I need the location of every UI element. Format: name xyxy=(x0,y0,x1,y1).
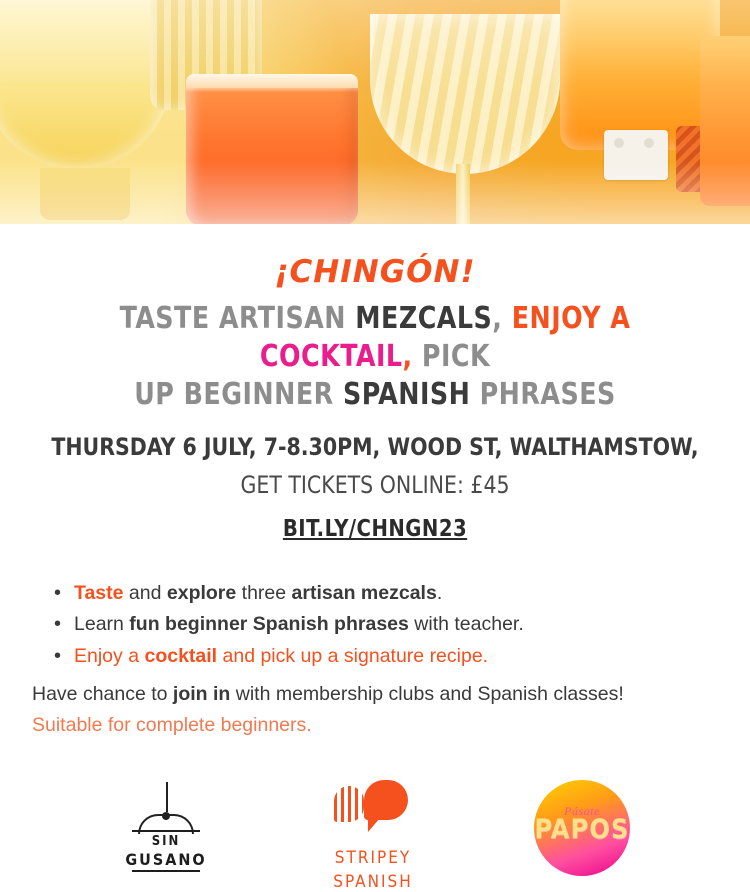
speech-bubbles-icon xyxy=(330,780,416,840)
speech-bubble-solid-icon xyxy=(364,780,408,820)
closing-notes xyxy=(32,679,732,742)
bullet-1-part-4: three xyxy=(236,581,292,604)
subheadline-part-10: PHRASES xyxy=(470,376,616,412)
poster-content xyxy=(0,254,750,892)
bullet-1-part-5: artisan mezcals xyxy=(291,581,437,604)
ticket-link[interactable]: BIT.LY/CHNGN23 xyxy=(282,515,468,542)
sin-gusano-rule-bottom xyxy=(132,870,200,872)
papos-name-text: PAPOS xyxy=(534,813,630,845)
bullet-3-part-3: and pick up a signature recipe. xyxy=(217,644,489,667)
cocktail-photo-banner xyxy=(0,0,750,224)
bullet-3-part-1: Enjoy a xyxy=(74,644,145,667)
subheadline-part-4: ENJOY A xyxy=(511,301,631,336)
bullet-1-part-6: . xyxy=(436,581,443,604)
sin-gusano-name-top: SIN xyxy=(151,833,181,849)
bullet-3-part-2: cocktail xyxy=(144,644,218,667)
membership-note-part-3: with membership clubs and Spanish classes! xyxy=(230,682,624,705)
bullet-2-part-2: fun beginner Spanish phrases xyxy=(129,613,409,636)
subheadline-part-7: PICK xyxy=(421,338,491,374)
subheadline-part-3: , xyxy=(492,301,512,336)
speech-bubble-striped-icon xyxy=(334,786,364,822)
list-item xyxy=(54,641,732,673)
agave-stalk-icon xyxy=(166,782,168,812)
logo-papos xyxy=(534,780,630,876)
feature-bullet-list xyxy=(54,578,732,673)
membership-note-part-2: join in xyxy=(172,682,231,705)
subheadline-part-1: TASTE ARTISAN xyxy=(119,301,356,336)
membership-note-part-1: Have chance to xyxy=(32,682,173,705)
papos-badge-icon xyxy=(534,780,630,876)
sin-gusano-mark-icon xyxy=(120,780,212,869)
subheadline-part-8: UP BEGINNER xyxy=(134,376,343,412)
event-ticket-price: GET TICKETS ONLINE: £45 xyxy=(240,470,510,499)
bullet-1-part-1: Taste xyxy=(74,581,124,604)
membership-note xyxy=(32,679,732,711)
sin-gusano-rule-top xyxy=(132,830,200,832)
papos-script-text: Pásate xyxy=(564,803,600,818)
stripey-spanish-line-2: SPANISH xyxy=(333,871,413,892)
event-details xyxy=(36,429,714,503)
logo-stripey-spanish xyxy=(330,780,416,892)
subheadline-part-2: MEZCALS xyxy=(355,301,493,336)
photo-glare xyxy=(0,0,750,224)
sin-gusano-name-bottom: GUSANO xyxy=(125,849,207,869)
stripey-spanish-line-1: STRIPEY xyxy=(334,847,412,868)
subheadline-part-9: SPANISH xyxy=(342,376,471,412)
list-item xyxy=(54,578,732,610)
subheadline-part-5: COCKTAIL xyxy=(259,338,403,374)
poster-title: ¡CHINGÓN! xyxy=(274,254,476,290)
list-item xyxy=(54,609,732,641)
logo-sin-gusano xyxy=(120,780,212,869)
partner-logos xyxy=(18,780,732,892)
beginners-note: Suitable for complete beginners. xyxy=(32,714,312,737)
subheadline-part-6: , xyxy=(402,338,422,374)
bullet-1-part-3: explore xyxy=(166,581,237,604)
bullet-2-part-3: with teacher. xyxy=(408,613,524,636)
event-datetime-location: THURSDAY 6 JULY, 7-8.30PM, WOOD ST, WALTHAMSTOW, xyxy=(51,433,699,462)
bullet-1-part-2: and xyxy=(123,581,167,604)
bullet-2-part-1: Learn xyxy=(74,613,130,636)
poster-subheadline xyxy=(39,300,710,413)
